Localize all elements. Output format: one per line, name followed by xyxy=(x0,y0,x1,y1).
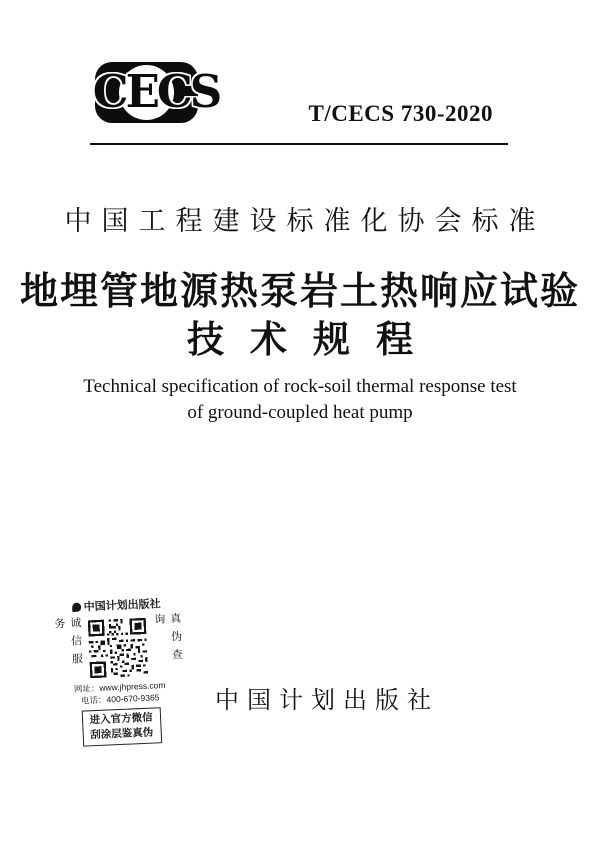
header-rule xyxy=(90,143,508,145)
title-line2: 技术规程 xyxy=(187,319,439,360)
sticker-right-vertical-text: 真伪查询 xyxy=(152,612,183,667)
sticker-wechat-line1: 进入官方微信 xyxy=(89,711,153,727)
qr-code xyxy=(88,618,148,678)
sticker-phone: 电话：400-670-9365 xyxy=(80,692,160,706)
sticker-header xyxy=(71,595,161,615)
title-line1: 地埋管地源热泵岩土热响应试验 xyxy=(19,271,580,313)
sticker-left-vertical-text: 诚信服务 xyxy=(52,616,83,672)
sticker-middle-row xyxy=(51,612,186,684)
sticker-publisher-name: 中国计划出版社 xyxy=(83,598,161,614)
cecs-logo xyxy=(92,62,220,124)
cecs-logo-text: CECS xyxy=(92,65,220,118)
sticker-wechat-line2: 刮涂层鉴真伪 xyxy=(90,726,154,742)
standard-number: T/CECS 730-2020 xyxy=(308,101,493,126)
title-english-line2: of ground-coupled heat pump xyxy=(187,402,413,423)
title-english xyxy=(0,374,600,426)
title-chinese xyxy=(0,270,600,362)
title-english-line1: Technical specification of rock-soil thermal response test xyxy=(83,376,517,397)
sticker-website: 网址：www.jhpress.com xyxy=(73,679,166,694)
publisher-name: 中国计划出版社 xyxy=(215,688,439,714)
association-standard-line: 中国工程建设标准化协会标准 xyxy=(64,206,546,236)
anti-counterfeit-sticker xyxy=(53,594,185,747)
planning-press-logo-icon xyxy=(71,602,80,611)
